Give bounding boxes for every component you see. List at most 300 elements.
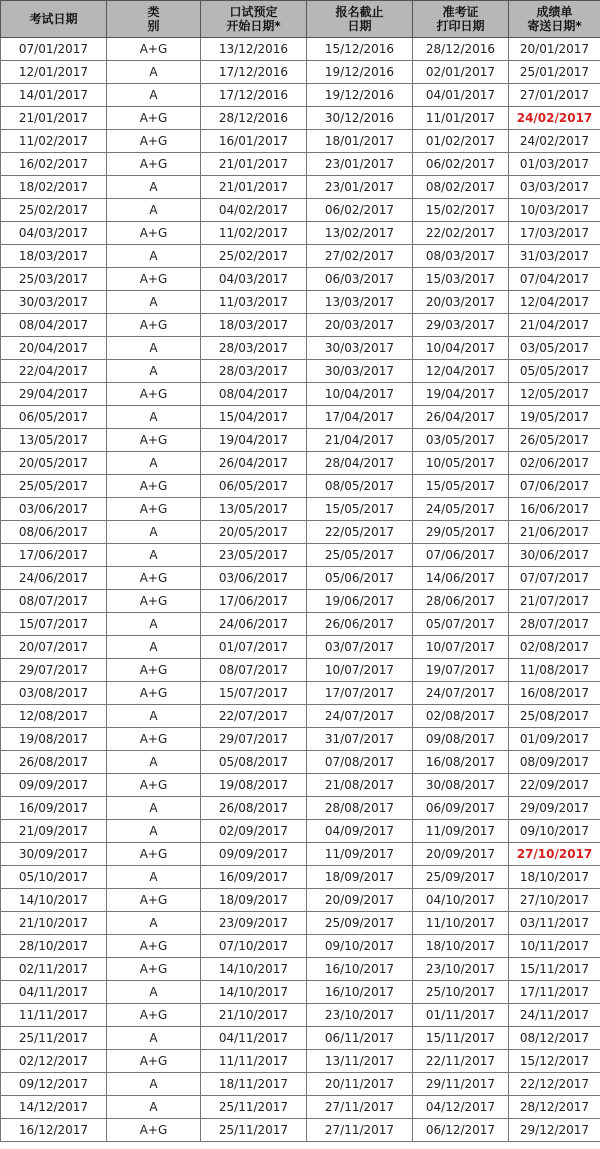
table-row (1, 452, 600, 475)
cell-exam-date: 16/12/2017 (1, 1119, 107, 1142)
cell-report-send-date: 12/04/2017 (509, 291, 600, 314)
cell-report-send-date: 18/10/2017 (509, 866, 600, 889)
cell-report-send-date: 15/11/2017 (509, 958, 600, 981)
header-line: 开始日期* (226, 19, 281, 33)
cell-admission-print-date: 22/11/2017 (413, 1050, 509, 1073)
table-row (1, 1096, 600, 1119)
cell-exam-date: 07/01/2017 (1, 38, 107, 61)
cell-category: A (107, 337, 201, 360)
cell-registration-deadline: 05/06/2017 (307, 567, 413, 590)
cell-speaking-start-date: 23/09/2017 (201, 912, 307, 935)
cell-category: A (107, 912, 201, 935)
cell-report-send-date: 09/10/2017 (509, 820, 600, 843)
cell-report-send-date: 20/01/2017 (509, 38, 600, 61)
cell-admission-print-date: 29/11/2017 (413, 1073, 509, 1096)
cell-exam-date: 02/12/2017 (1, 1050, 107, 1073)
cell-category: A+G (107, 843, 201, 866)
cell-registration-deadline: 18/01/2017 (307, 130, 413, 153)
cell-category: A+G (107, 958, 201, 981)
table-row (1, 498, 600, 521)
cell-category: A (107, 84, 201, 107)
table-row (1, 337, 600, 360)
cell-speaking-start-date: 20/05/2017 (201, 521, 307, 544)
cell-registration-deadline: 27/02/2017 (307, 245, 413, 268)
cell-admission-print-date: 08/03/2017 (413, 245, 509, 268)
cell-speaking-start-date: 08/07/2017 (201, 659, 307, 682)
table-row (1, 84, 600, 107)
cell-exam-date: 04/11/2017 (1, 981, 107, 1004)
cell-speaking-start-date: 19/04/2017 (201, 429, 307, 452)
cell-admission-print-date: 29/05/2017 (413, 521, 509, 544)
cell-admission-print-date: 03/05/2017 (413, 429, 509, 452)
header-line: 报名截止 (335, 5, 384, 19)
cell-speaking-start-date: 14/10/2017 (201, 958, 307, 981)
cell-admission-print-date: 11/10/2017 (413, 912, 509, 935)
header-report-send-date (509, 1, 600, 38)
cell-report-send-date: 28/12/2017 (509, 1096, 600, 1119)
cell-category: A (107, 1027, 201, 1050)
cell-registration-deadline: 09/10/2017 (307, 935, 413, 958)
cell-category: A (107, 61, 201, 84)
table-row (1, 682, 600, 705)
cell-speaking-start-date: 03/06/2017 (201, 567, 307, 590)
cell-registration-deadline: 10/04/2017 (307, 383, 413, 406)
cell-admission-print-date: 10/07/2017 (413, 636, 509, 659)
cell-report-send-date: 26/05/2017 (509, 429, 600, 452)
cell-report-send-date: 11/08/2017 (509, 659, 600, 682)
table-row (1, 176, 600, 199)
cell-exam-date: 29/04/2017 (1, 383, 107, 406)
cell-admission-print-date: 19/04/2017 (413, 383, 509, 406)
cell-speaking-start-date: 17/06/2017 (201, 590, 307, 613)
table-row (1, 1119, 600, 1142)
cell-registration-deadline: 06/11/2017 (307, 1027, 413, 1050)
table-row (1, 1027, 600, 1050)
header-category (107, 1, 201, 38)
cell-admission-print-date: 18/10/2017 (413, 935, 509, 958)
cell-category: A+G (107, 935, 201, 958)
cell-category: A+G (107, 475, 201, 498)
cell-speaking-start-date: 07/10/2017 (201, 935, 307, 958)
cell-speaking-start-date: 16/01/2017 (201, 130, 307, 153)
cell-category: A+G (107, 314, 201, 337)
cell-report-send-date: 25/08/2017 (509, 705, 600, 728)
header-speaking-start-date (201, 1, 307, 38)
cell-exam-date: 19/08/2017 (1, 728, 107, 751)
cell-report-send-date: 21/04/2017 (509, 314, 600, 337)
cell-report-send-date: 02/06/2017 (509, 452, 600, 475)
cell-speaking-start-date: 14/10/2017 (201, 981, 307, 1004)
cell-registration-deadline: 21/04/2017 (307, 429, 413, 452)
cell-category: A (107, 636, 201, 659)
cell-category: A+G (107, 774, 201, 797)
cell-report-send-date: 03/11/2017 (509, 912, 600, 935)
table-row (1, 222, 600, 245)
cell-category: A (107, 452, 201, 475)
cell-registration-deadline: 27/11/2017 (307, 1119, 413, 1142)
cell-registration-deadline: 19/12/2016 (307, 84, 413, 107)
cell-report-send-date: 24/02/2017 (509, 130, 600, 153)
cell-report-send-date: 21/06/2017 (509, 521, 600, 544)
table-row (1, 38, 600, 61)
header-row (1, 1, 600, 38)
table-row (1, 774, 600, 797)
cell-registration-deadline: 10/07/2017 (307, 659, 413, 682)
cell-speaking-start-date: 28/03/2017 (201, 337, 307, 360)
cell-category: A+G (107, 1004, 201, 1027)
cell-report-send-date: 27/10/2017 (509, 889, 600, 912)
cell-exam-date: 21/09/2017 (1, 820, 107, 843)
cell-exam-date: 09/12/2017 (1, 1073, 107, 1096)
cell-admission-print-date: 02/01/2017 (413, 61, 509, 84)
cell-speaking-start-date: 23/05/2017 (201, 544, 307, 567)
cell-speaking-start-date: 25/11/2017 (201, 1119, 307, 1142)
cell-registration-deadline: 07/08/2017 (307, 751, 413, 774)
cell-registration-deadline: 26/06/2017 (307, 613, 413, 636)
cell-admission-print-date: 06/09/2017 (413, 797, 509, 820)
cell-report-send-date: 01/03/2017 (509, 153, 600, 176)
header-line: 日期 (347, 19, 372, 33)
cell-admission-print-date: 08/02/2017 (413, 176, 509, 199)
cell-exam-date: 02/11/2017 (1, 958, 107, 981)
cell-registration-deadline: 08/05/2017 (307, 475, 413, 498)
cell-exam-date: 11/02/2017 (1, 130, 107, 153)
cell-exam-date: 24/06/2017 (1, 567, 107, 590)
table-row (1, 406, 600, 429)
table-row (1, 636, 600, 659)
cell-category: A (107, 360, 201, 383)
cell-report-send-date: 19/05/2017 (509, 406, 600, 429)
cell-category: A (107, 705, 201, 728)
cell-report-send-date: 30/06/2017 (509, 544, 600, 567)
cell-registration-deadline: 27/11/2017 (307, 1096, 413, 1119)
cell-registration-deadline: 23/10/2017 (307, 1004, 413, 1027)
cell-admission-print-date: 20/03/2017 (413, 291, 509, 314)
cell-admission-print-date: 30/08/2017 (413, 774, 509, 797)
table-row (1, 475, 600, 498)
cell-speaking-start-date: 11/11/2017 (201, 1050, 307, 1073)
cell-speaking-start-date: 25/02/2017 (201, 245, 307, 268)
table-row (1, 268, 600, 291)
cell-speaking-start-date: 08/04/2017 (201, 383, 307, 406)
cell-report-send-date: 22/12/2017 (509, 1073, 600, 1096)
table-body (1, 38, 600, 1142)
cell-report-send-date: 01/09/2017 (509, 728, 600, 751)
cell-admission-print-date: 15/03/2017 (413, 268, 509, 291)
cell-exam-date: 18/03/2017 (1, 245, 107, 268)
cell-category: A+G (107, 429, 201, 452)
cell-admission-print-date: 12/04/2017 (413, 360, 509, 383)
cell-category: A (107, 199, 201, 222)
table-row (1, 429, 600, 452)
cell-speaking-start-date: 04/11/2017 (201, 1027, 307, 1050)
cell-exam-date: 25/11/2017 (1, 1027, 107, 1050)
cell-speaking-start-date: 06/05/2017 (201, 475, 307, 498)
cell-speaking-start-date: 19/08/2017 (201, 774, 307, 797)
cell-registration-deadline: 20/09/2017 (307, 889, 413, 912)
table-row (1, 866, 600, 889)
cell-report-send-date: 07/07/2017 (509, 567, 600, 590)
cell-category: A+G (107, 889, 201, 912)
cell-speaking-start-date: 13/12/2016 (201, 38, 307, 61)
cell-admission-print-date: 06/12/2017 (413, 1119, 509, 1142)
table-row (1, 383, 600, 406)
cell-registration-deadline: 03/07/2017 (307, 636, 413, 659)
table-row (1, 107, 600, 130)
cell-exam-date: 06/05/2017 (1, 406, 107, 429)
cell-speaking-start-date: 25/11/2017 (201, 1096, 307, 1119)
table-row (1, 613, 600, 636)
cell-category: A (107, 797, 201, 820)
table-row (1, 544, 600, 567)
cell-category: A+G (107, 38, 201, 61)
cell-report-send-date: 22/09/2017 (509, 774, 600, 797)
cell-registration-deadline: 25/05/2017 (307, 544, 413, 567)
table-row (1, 291, 600, 314)
cell-speaking-start-date: 28/03/2017 (201, 360, 307, 383)
cell-admission-print-date: 05/07/2017 (413, 613, 509, 636)
cell-admission-print-date: 19/07/2017 (413, 659, 509, 682)
cell-exam-date: 12/01/2017 (1, 61, 107, 84)
cell-category: A+G (107, 567, 201, 590)
cell-speaking-start-date: 18/09/2017 (201, 889, 307, 912)
table-row (1, 521, 600, 544)
table-row (1, 912, 600, 935)
table-row (1, 935, 600, 958)
cell-report-send-date: 21/07/2017 (509, 590, 600, 613)
cell-registration-deadline: 20/03/2017 (307, 314, 413, 337)
cell-category: A (107, 406, 201, 429)
table-row (1, 61, 600, 84)
cell-exam-date: 20/07/2017 (1, 636, 107, 659)
cell-registration-deadline: 22/05/2017 (307, 521, 413, 544)
cell-registration-deadline: 11/09/2017 (307, 843, 413, 866)
cell-admission-print-date: 23/10/2017 (413, 958, 509, 981)
cell-speaking-start-date: 21/10/2017 (201, 1004, 307, 1027)
cell-category: A (107, 291, 201, 314)
cell-admission-print-date: 01/02/2017 (413, 130, 509, 153)
cell-admission-print-date: 01/11/2017 (413, 1004, 509, 1027)
cell-admission-print-date: 07/06/2017 (413, 544, 509, 567)
table-row (1, 797, 600, 820)
header-line: 寄送日期* (527, 19, 582, 33)
cell-speaking-start-date: 04/02/2017 (201, 199, 307, 222)
cell-category: A (107, 751, 201, 774)
cell-registration-deadline: 06/03/2017 (307, 268, 413, 291)
cell-admission-print-date: 04/12/2017 (413, 1096, 509, 1119)
cell-exam-date: 03/06/2017 (1, 498, 107, 521)
cell-speaking-start-date: 26/08/2017 (201, 797, 307, 820)
table-row (1, 728, 600, 751)
cell-exam-date: 29/07/2017 (1, 659, 107, 682)
table-row (1, 1050, 600, 1073)
cell-category: A+G (107, 383, 201, 406)
cell-speaking-start-date: 01/07/2017 (201, 636, 307, 659)
cell-exam-date: 05/10/2017 (1, 866, 107, 889)
table-row (1, 958, 600, 981)
table-row (1, 820, 600, 843)
cell-report-send-date: 08/12/2017 (509, 1027, 600, 1050)
cell-registration-deadline: 13/03/2017 (307, 291, 413, 314)
cell-admission-print-date: 11/09/2017 (413, 820, 509, 843)
cell-registration-deadline: 06/02/2017 (307, 199, 413, 222)
cell-exam-date: 20/05/2017 (1, 452, 107, 475)
header-exam-date (1, 1, 107, 38)
cell-admission-print-date: 29/03/2017 (413, 314, 509, 337)
table-header (1, 1, 600, 38)
cell-exam-date: 22/04/2017 (1, 360, 107, 383)
cell-exam-date: 11/11/2017 (1, 1004, 107, 1027)
cell-report-send-date: 16/08/2017 (509, 682, 600, 705)
cell-registration-deadline: 17/07/2017 (307, 682, 413, 705)
cell-registration-deadline: 17/04/2017 (307, 406, 413, 429)
cell-category: A+G (107, 728, 201, 751)
cell-report-send-date: 03/03/2017 (509, 176, 600, 199)
cell-admission-print-date: 28/06/2017 (413, 590, 509, 613)
cell-category: A (107, 613, 201, 636)
cell-exam-date: 14/01/2017 (1, 84, 107, 107)
cell-registration-deadline: 30/03/2017 (307, 360, 413, 383)
cell-registration-deadline: 16/10/2017 (307, 958, 413, 981)
cell-category: A+G (107, 682, 201, 705)
cell-exam-date: 12/08/2017 (1, 705, 107, 728)
cell-exam-date: 15/07/2017 (1, 613, 107, 636)
cell-admission-print-date: 14/06/2017 (413, 567, 509, 590)
cell-exam-date: 25/03/2017 (1, 268, 107, 291)
cell-exam-date: 28/10/2017 (1, 935, 107, 958)
cell-report-send-date: 27/01/2017 (509, 84, 600, 107)
cell-exam-date: 14/10/2017 (1, 889, 107, 912)
cell-admission-print-date: 25/09/2017 (413, 866, 509, 889)
cell-report-send-date: 28/07/2017 (509, 613, 600, 636)
cell-speaking-start-date: 17/12/2016 (201, 84, 307, 107)
cell-category: A (107, 1073, 201, 1096)
cell-exam-date: 26/08/2017 (1, 751, 107, 774)
cell-report-send-date: 15/12/2017 (509, 1050, 600, 1073)
header-line: 别 (147, 19, 160, 33)
cell-report-send-date: 17/11/2017 (509, 981, 600, 1004)
cell-report-send-date: 25/01/2017 (509, 61, 600, 84)
cell-category: A+G (107, 1050, 201, 1073)
cell-report-send-date: 12/05/2017 (509, 383, 600, 406)
cell-admission-print-date: 15/02/2017 (413, 199, 509, 222)
cell-speaking-start-date: 13/05/2017 (201, 498, 307, 521)
cell-admission-print-date: 06/02/2017 (413, 153, 509, 176)
table-row (1, 659, 600, 682)
cell-exam-date: 21/10/2017 (1, 912, 107, 935)
cell-admission-print-date: 15/11/2017 (413, 1027, 509, 1050)
cell-speaking-start-date: 11/02/2017 (201, 222, 307, 245)
table-row (1, 199, 600, 222)
cell-speaking-start-date: 09/09/2017 (201, 843, 307, 866)
table-row (1, 751, 600, 774)
cell-speaking-start-date: 22/07/2017 (201, 705, 307, 728)
cell-speaking-start-date: 15/04/2017 (201, 406, 307, 429)
cell-exam-date: 18/02/2017 (1, 176, 107, 199)
cell-report-send-date: 29/12/2017 (509, 1119, 600, 1142)
cell-category: A+G (107, 498, 201, 521)
cell-registration-deadline: 20/11/2017 (307, 1073, 413, 1096)
cell-registration-deadline: 21/08/2017 (307, 774, 413, 797)
cell-admission-print-date: 16/08/2017 (413, 751, 509, 774)
table-row (1, 889, 600, 912)
cell-admission-print-date: 11/01/2017 (413, 107, 509, 130)
cell-admission-print-date: 24/07/2017 (413, 682, 509, 705)
table-row (1, 130, 600, 153)
table-row (1, 245, 600, 268)
cell-registration-deadline: 19/06/2017 (307, 590, 413, 613)
table-row (1, 1004, 600, 1027)
cell-speaking-start-date: 21/01/2017 (201, 176, 307, 199)
cell-category: A+G (107, 268, 201, 291)
header-registration-deadline (307, 1, 413, 38)
cell-registration-deadline: 23/01/2017 (307, 153, 413, 176)
cell-registration-deadline: 15/05/2017 (307, 498, 413, 521)
cell-registration-deadline: 30/12/2016 (307, 107, 413, 130)
cell-report-send-date: 24/02/2017 (509, 107, 600, 130)
cell-admission-print-date: 15/05/2017 (413, 475, 509, 498)
cell-speaking-start-date: 18/03/2017 (201, 314, 307, 337)
cell-exam-date: 17/06/2017 (1, 544, 107, 567)
header-line: 口试预定 (229, 5, 278, 19)
cell-category: A+G (107, 130, 201, 153)
table-row (1, 590, 600, 613)
cell-category: A (107, 544, 201, 567)
cell-speaking-start-date: 21/01/2017 (201, 153, 307, 176)
cell-exam-date: 04/03/2017 (1, 222, 107, 245)
cell-category: A+G (107, 590, 201, 613)
cell-speaking-start-date: 05/08/2017 (201, 751, 307, 774)
cell-registration-deadline: 13/02/2017 (307, 222, 413, 245)
cell-speaking-start-date: 11/03/2017 (201, 291, 307, 314)
table-row (1, 314, 600, 337)
table-row (1, 705, 600, 728)
cell-speaking-start-date: 18/11/2017 (201, 1073, 307, 1096)
cell-report-send-date: 27/10/2017 (509, 843, 600, 866)
cell-admission-print-date: 04/10/2017 (413, 889, 509, 912)
cell-category: A+G (107, 107, 201, 130)
cell-exam-date: 08/04/2017 (1, 314, 107, 337)
cell-report-send-date: 31/03/2017 (509, 245, 600, 268)
cell-speaking-start-date: 17/12/2016 (201, 61, 307, 84)
table-row (1, 843, 600, 866)
cell-admission-print-date: 04/01/2017 (413, 84, 509, 107)
cell-speaking-start-date: 24/06/2017 (201, 613, 307, 636)
cell-admission-print-date: 10/04/2017 (413, 337, 509, 360)
cell-speaking-start-date: 04/03/2017 (201, 268, 307, 291)
cell-report-send-date: 05/05/2017 (509, 360, 600, 383)
cell-exam-date: 30/03/2017 (1, 291, 107, 314)
cell-report-send-date: 02/08/2017 (509, 636, 600, 659)
cell-category: A+G (107, 153, 201, 176)
cell-registration-deadline: 28/04/2017 (307, 452, 413, 475)
cell-registration-deadline: 15/12/2016 (307, 38, 413, 61)
cell-category: A (107, 1096, 201, 1119)
cell-report-send-date: 24/11/2017 (509, 1004, 600, 1027)
cell-admission-print-date: 22/02/2017 (413, 222, 509, 245)
cell-report-send-date: 16/06/2017 (509, 498, 600, 521)
cell-exam-date: 21/01/2017 (1, 107, 107, 130)
cell-admission-print-date: 26/04/2017 (413, 406, 509, 429)
cell-admission-print-date: 25/10/2017 (413, 981, 509, 1004)
header-line: 成绩单 (536, 5, 573, 19)
cell-registration-deadline: 18/09/2017 (307, 866, 413, 889)
cell-registration-deadline: 24/07/2017 (307, 705, 413, 728)
cell-report-send-date: 10/03/2017 (509, 199, 600, 222)
cell-category: A+G (107, 659, 201, 682)
cell-speaking-start-date: 28/12/2016 (201, 107, 307, 130)
cell-registration-deadline: 31/07/2017 (307, 728, 413, 751)
